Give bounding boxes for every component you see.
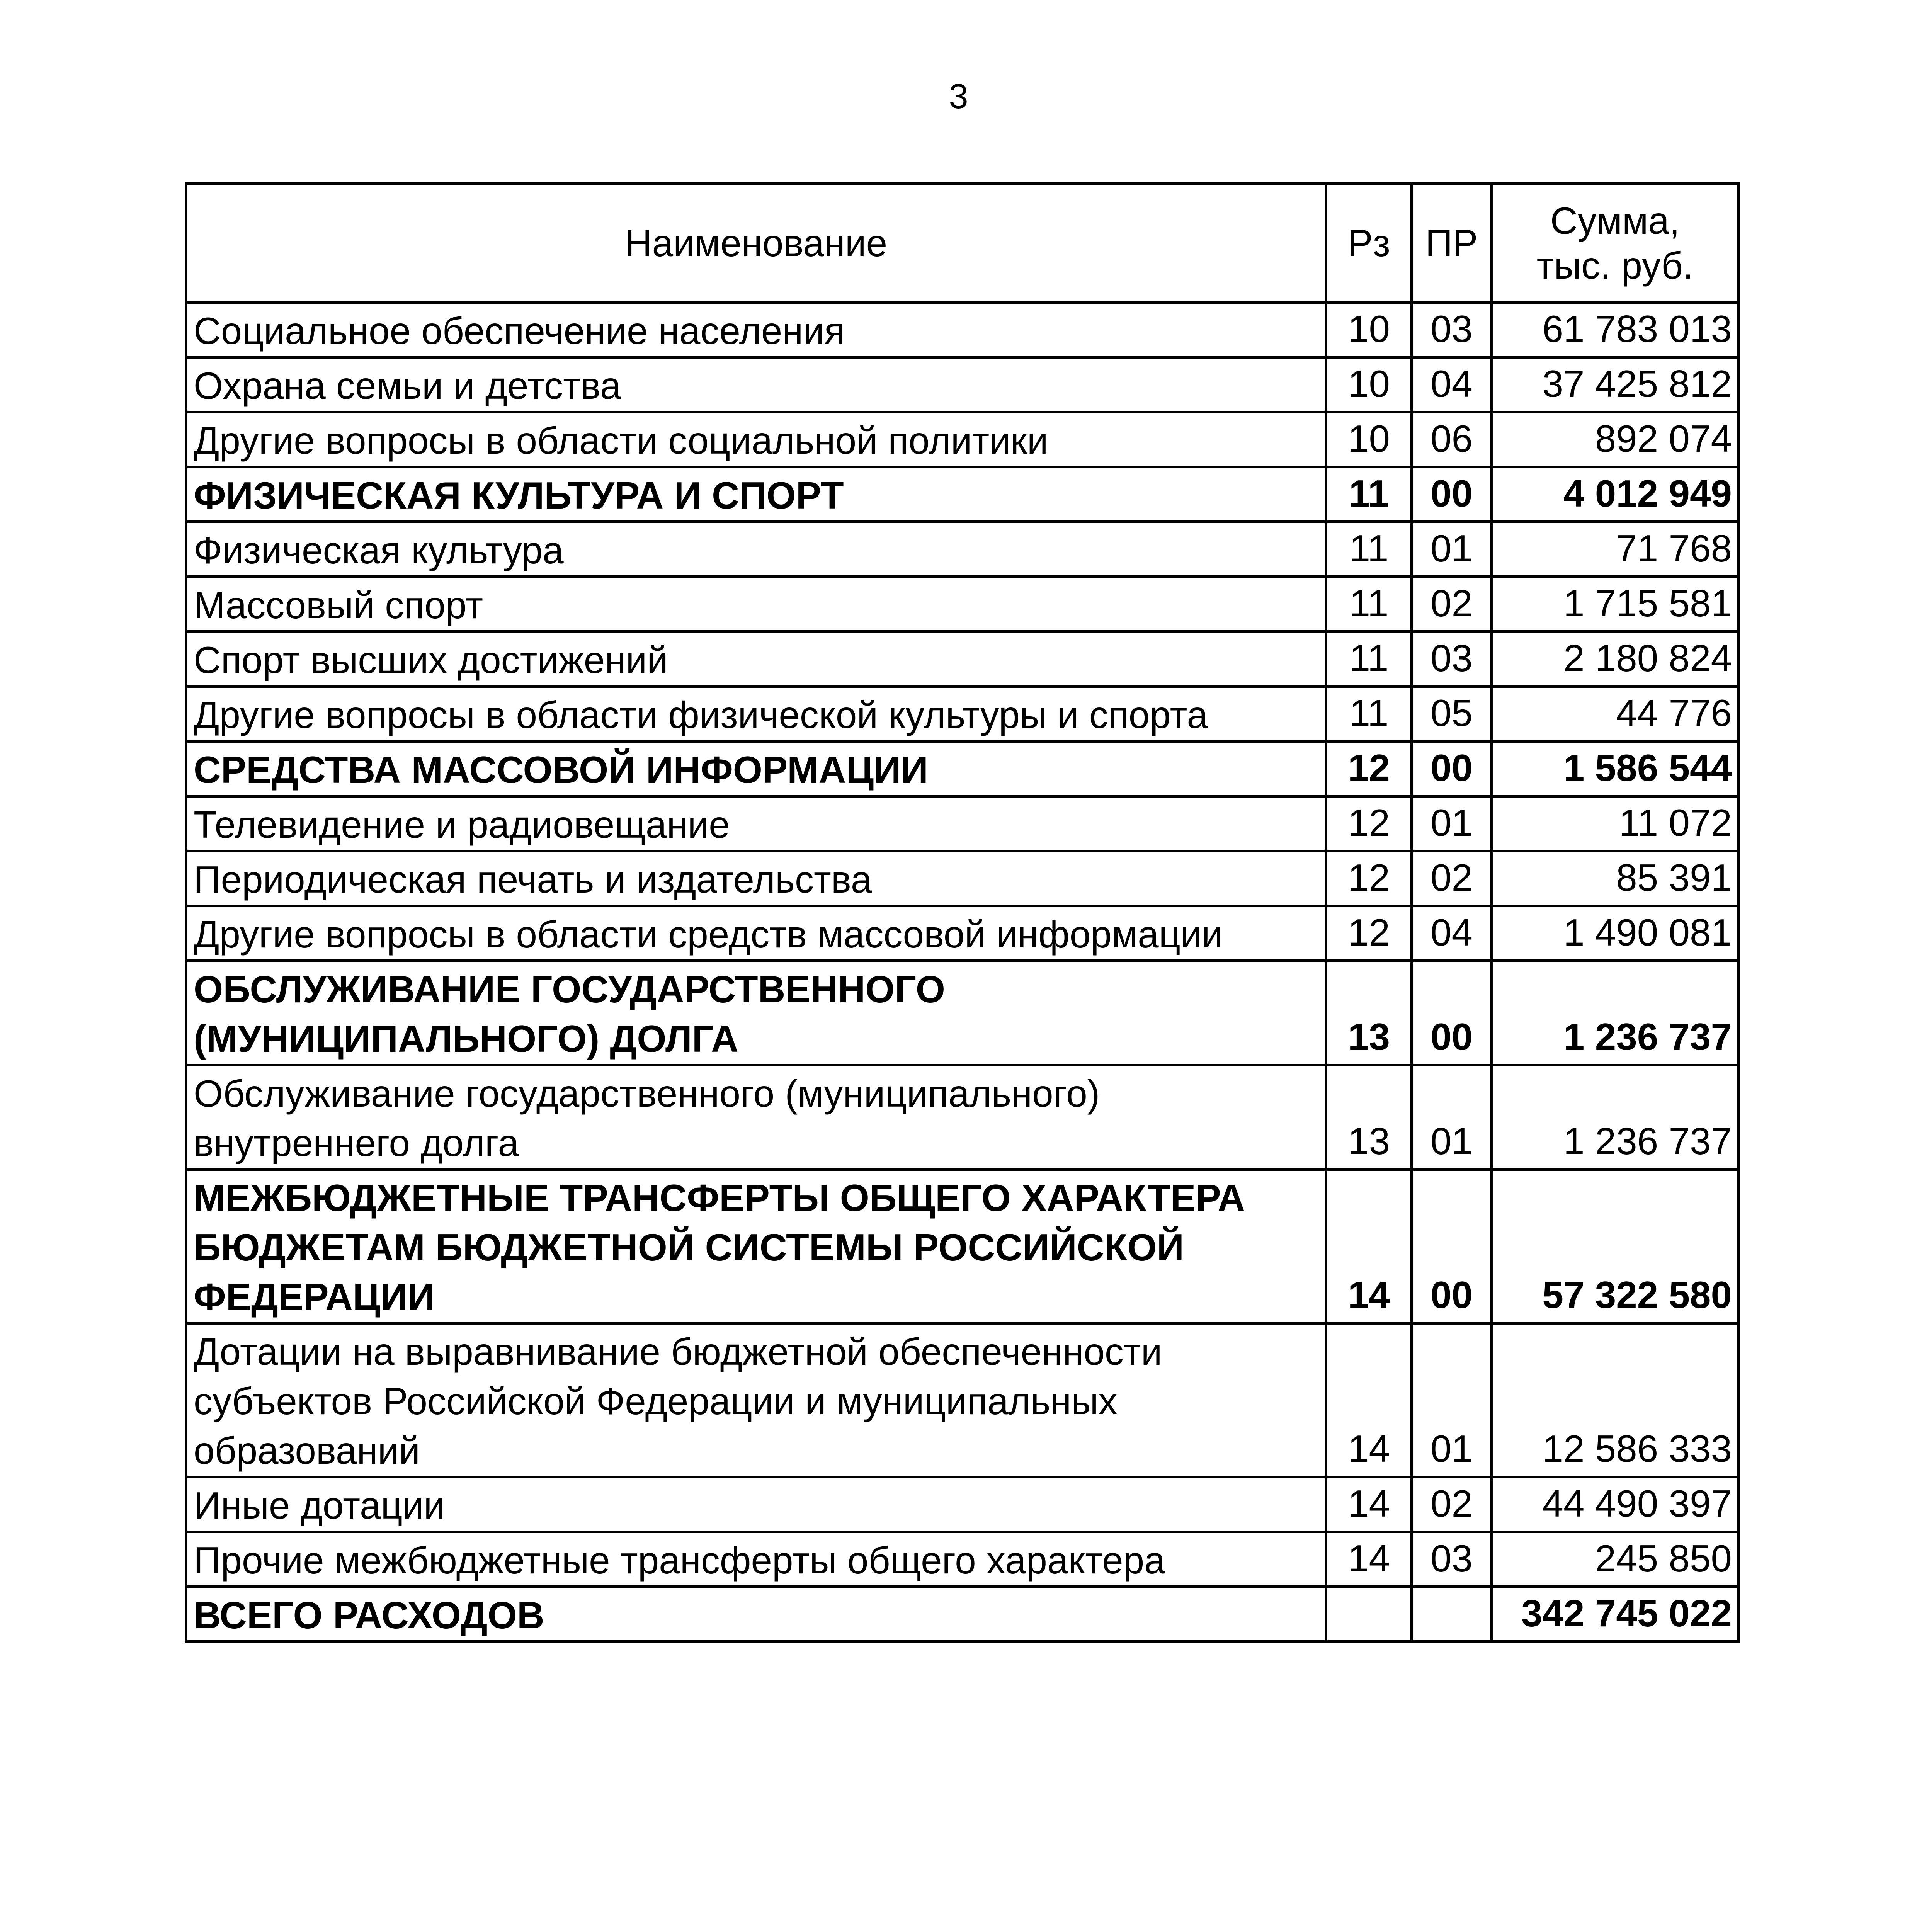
row-name: Прочие межбюджетные трансферты общего характера: [186, 1532, 1326, 1587]
table-row: [186, 961, 1739, 1065]
row-amount: 44 490 397: [1492, 1477, 1739, 1532]
row-name: ФИЗИЧЕСКАЯ КУЛЬТУРА И СПОРТ: [186, 467, 1326, 522]
table-row: [186, 1065, 1739, 1170]
table-row: [186, 1532, 1739, 1587]
table-row: [186, 1170, 1739, 1323]
table-row: [186, 1323, 1739, 1477]
row-rz: 11: [1326, 687, 1412, 742]
row-name: Социальное обеспечение населения: [186, 303, 1326, 357]
row-amount: 71 768: [1492, 522, 1739, 577]
row-rz: 12: [1326, 851, 1412, 906]
row-name: Массовый спорт: [186, 577, 1326, 632]
row-rz: 11: [1326, 522, 1412, 577]
row-name: Телевидение и радиовещание: [186, 796, 1326, 851]
table-row: [186, 796, 1739, 851]
table-row: [186, 851, 1739, 906]
row-rz: 10: [1326, 357, 1412, 412]
row-pr: 00: [1412, 961, 1492, 1065]
row-rz: 14: [1326, 1170, 1412, 1323]
row-amount: 11 072: [1492, 796, 1739, 851]
row-amount: 1 236 737: [1492, 961, 1739, 1065]
row-name: Спорт высших достижений: [186, 632, 1326, 687]
row-amount: 37 425 812: [1492, 357, 1739, 412]
header-pr: ПР: [1412, 184, 1492, 303]
table-row: [186, 1477, 1739, 1532]
row-amount: 44 776: [1492, 687, 1739, 742]
row-pr: 04: [1412, 906, 1492, 961]
row-amount: 4 012 949: [1492, 467, 1739, 522]
row-rz: 11: [1326, 467, 1412, 522]
row-rz: 13: [1326, 961, 1412, 1065]
budget-expenditure-table: [185, 182, 1740, 1643]
table-row: [186, 303, 1739, 357]
row-pr: 04: [1412, 357, 1492, 412]
row-pr: [1412, 1587, 1492, 1642]
row-name: Другие вопросы в области социальной политики: [186, 412, 1326, 467]
table-row: [186, 906, 1739, 961]
row-amount: 1 715 581: [1492, 577, 1739, 632]
header-name: Наименование: [186, 184, 1326, 303]
table-row: [186, 467, 1739, 522]
row-rz: 14: [1326, 1477, 1412, 1532]
table-row: [186, 412, 1739, 467]
row-pr: 01: [1412, 522, 1492, 577]
row-rz: 13: [1326, 1065, 1412, 1170]
header-amount-label: Сумма, тыс. руб.: [1536, 199, 1694, 287]
table-row: [186, 577, 1739, 632]
row-pr: 05: [1412, 687, 1492, 742]
row-name: Обслуживание государственного (муниципального) внутреннего долга: [186, 1065, 1326, 1170]
row-amount: 61 783 013: [1492, 303, 1739, 357]
row-pr: 00: [1412, 1170, 1492, 1323]
table-row: [186, 632, 1739, 687]
page-number: 3: [949, 77, 968, 116]
row-rz: 11: [1326, 577, 1412, 632]
row-name: Иные дотации: [186, 1477, 1326, 1532]
row-name: ОБСЛУЖИВАНИЕ ГОСУДАРСТВЕННОГО (МУНИЦИПАЛЬНОГО) ДОЛГА: [186, 961, 1326, 1065]
row-name: Охрана семьи и детства: [186, 357, 1326, 412]
row-amount: 245 850: [1492, 1532, 1739, 1587]
row-pr: 03: [1412, 1532, 1492, 1587]
row-pr: 06: [1412, 412, 1492, 467]
row-amount: 85 391: [1492, 851, 1739, 906]
row-pr: 01: [1412, 1065, 1492, 1170]
row-amount: 1 586 544: [1492, 742, 1739, 796]
row-name: МЕЖБЮДЖЕТНЫЕ ТРАНСФЕРТЫ ОБЩЕГО ХАРАКТЕРА БЮДЖЕТАМ БЮДЖЕТНОЙ СИСТЕМЫ РОССИЙСКОЙ ФЕДЕРАЦИИ: [186, 1170, 1326, 1323]
table-header-row: [186, 184, 1739, 303]
row-pr: 02: [1412, 577, 1492, 632]
row-amount: 342 745 022: [1492, 1587, 1739, 1642]
row-amount: 57 322 580: [1492, 1170, 1739, 1323]
row-rz: 10: [1326, 303, 1412, 357]
row-name: Периодическая печать и издательства: [186, 851, 1326, 906]
row-amount: 12 586 333: [1492, 1323, 1739, 1477]
header-amount: [1492, 184, 1739, 303]
row-pr: 02: [1412, 851, 1492, 906]
table-row: [186, 522, 1739, 577]
table-row: [186, 742, 1739, 796]
row-amount: 892 074: [1492, 412, 1739, 467]
row-pr: 03: [1412, 303, 1492, 357]
row-rz: 12: [1326, 742, 1412, 796]
row-pr: 01: [1412, 1323, 1492, 1477]
row-rz: 11: [1326, 632, 1412, 687]
row-name: СРЕДСТВА МАССОВОЙ ИНФОРМАЦИИ: [186, 742, 1326, 796]
row-rz: 12: [1326, 796, 1412, 851]
row-pr: 01: [1412, 796, 1492, 851]
row-amount: 1 236 737: [1492, 1065, 1739, 1170]
row-name: Физическая культура: [186, 522, 1326, 577]
row-pr: 00: [1412, 742, 1492, 796]
row-rz: 12: [1326, 906, 1412, 961]
row-rz: 14: [1326, 1323, 1412, 1477]
row-pr: 02: [1412, 1477, 1492, 1532]
row-amount: 2 180 824: [1492, 632, 1739, 687]
row-pr: 00: [1412, 467, 1492, 522]
row-pr: 03: [1412, 632, 1492, 687]
header-rz: Рз: [1326, 184, 1412, 303]
row-amount: 1 490 081: [1492, 906, 1739, 961]
row-rz: 14: [1326, 1532, 1412, 1587]
row-name: Другие вопросы в области физической культуры и спорта: [186, 687, 1326, 742]
table-row: [186, 1587, 1739, 1642]
row-rz: 10: [1326, 412, 1412, 467]
table-row: [186, 357, 1739, 412]
row-name: Другие вопросы в области средств массовой информации: [186, 906, 1326, 961]
row-name: ВСЕГО РАСХОДОВ: [186, 1587, 1326, 1642]
table-row: [186, 687, 1739, 742]
row-name: Дотации на выравнивание бюджетной обеспеченности субъектов Российской Федерации и муниципальных образований: [186, 1323, 1326, 1477]
row-rz: [1326, 1587, 1412, 1642]
